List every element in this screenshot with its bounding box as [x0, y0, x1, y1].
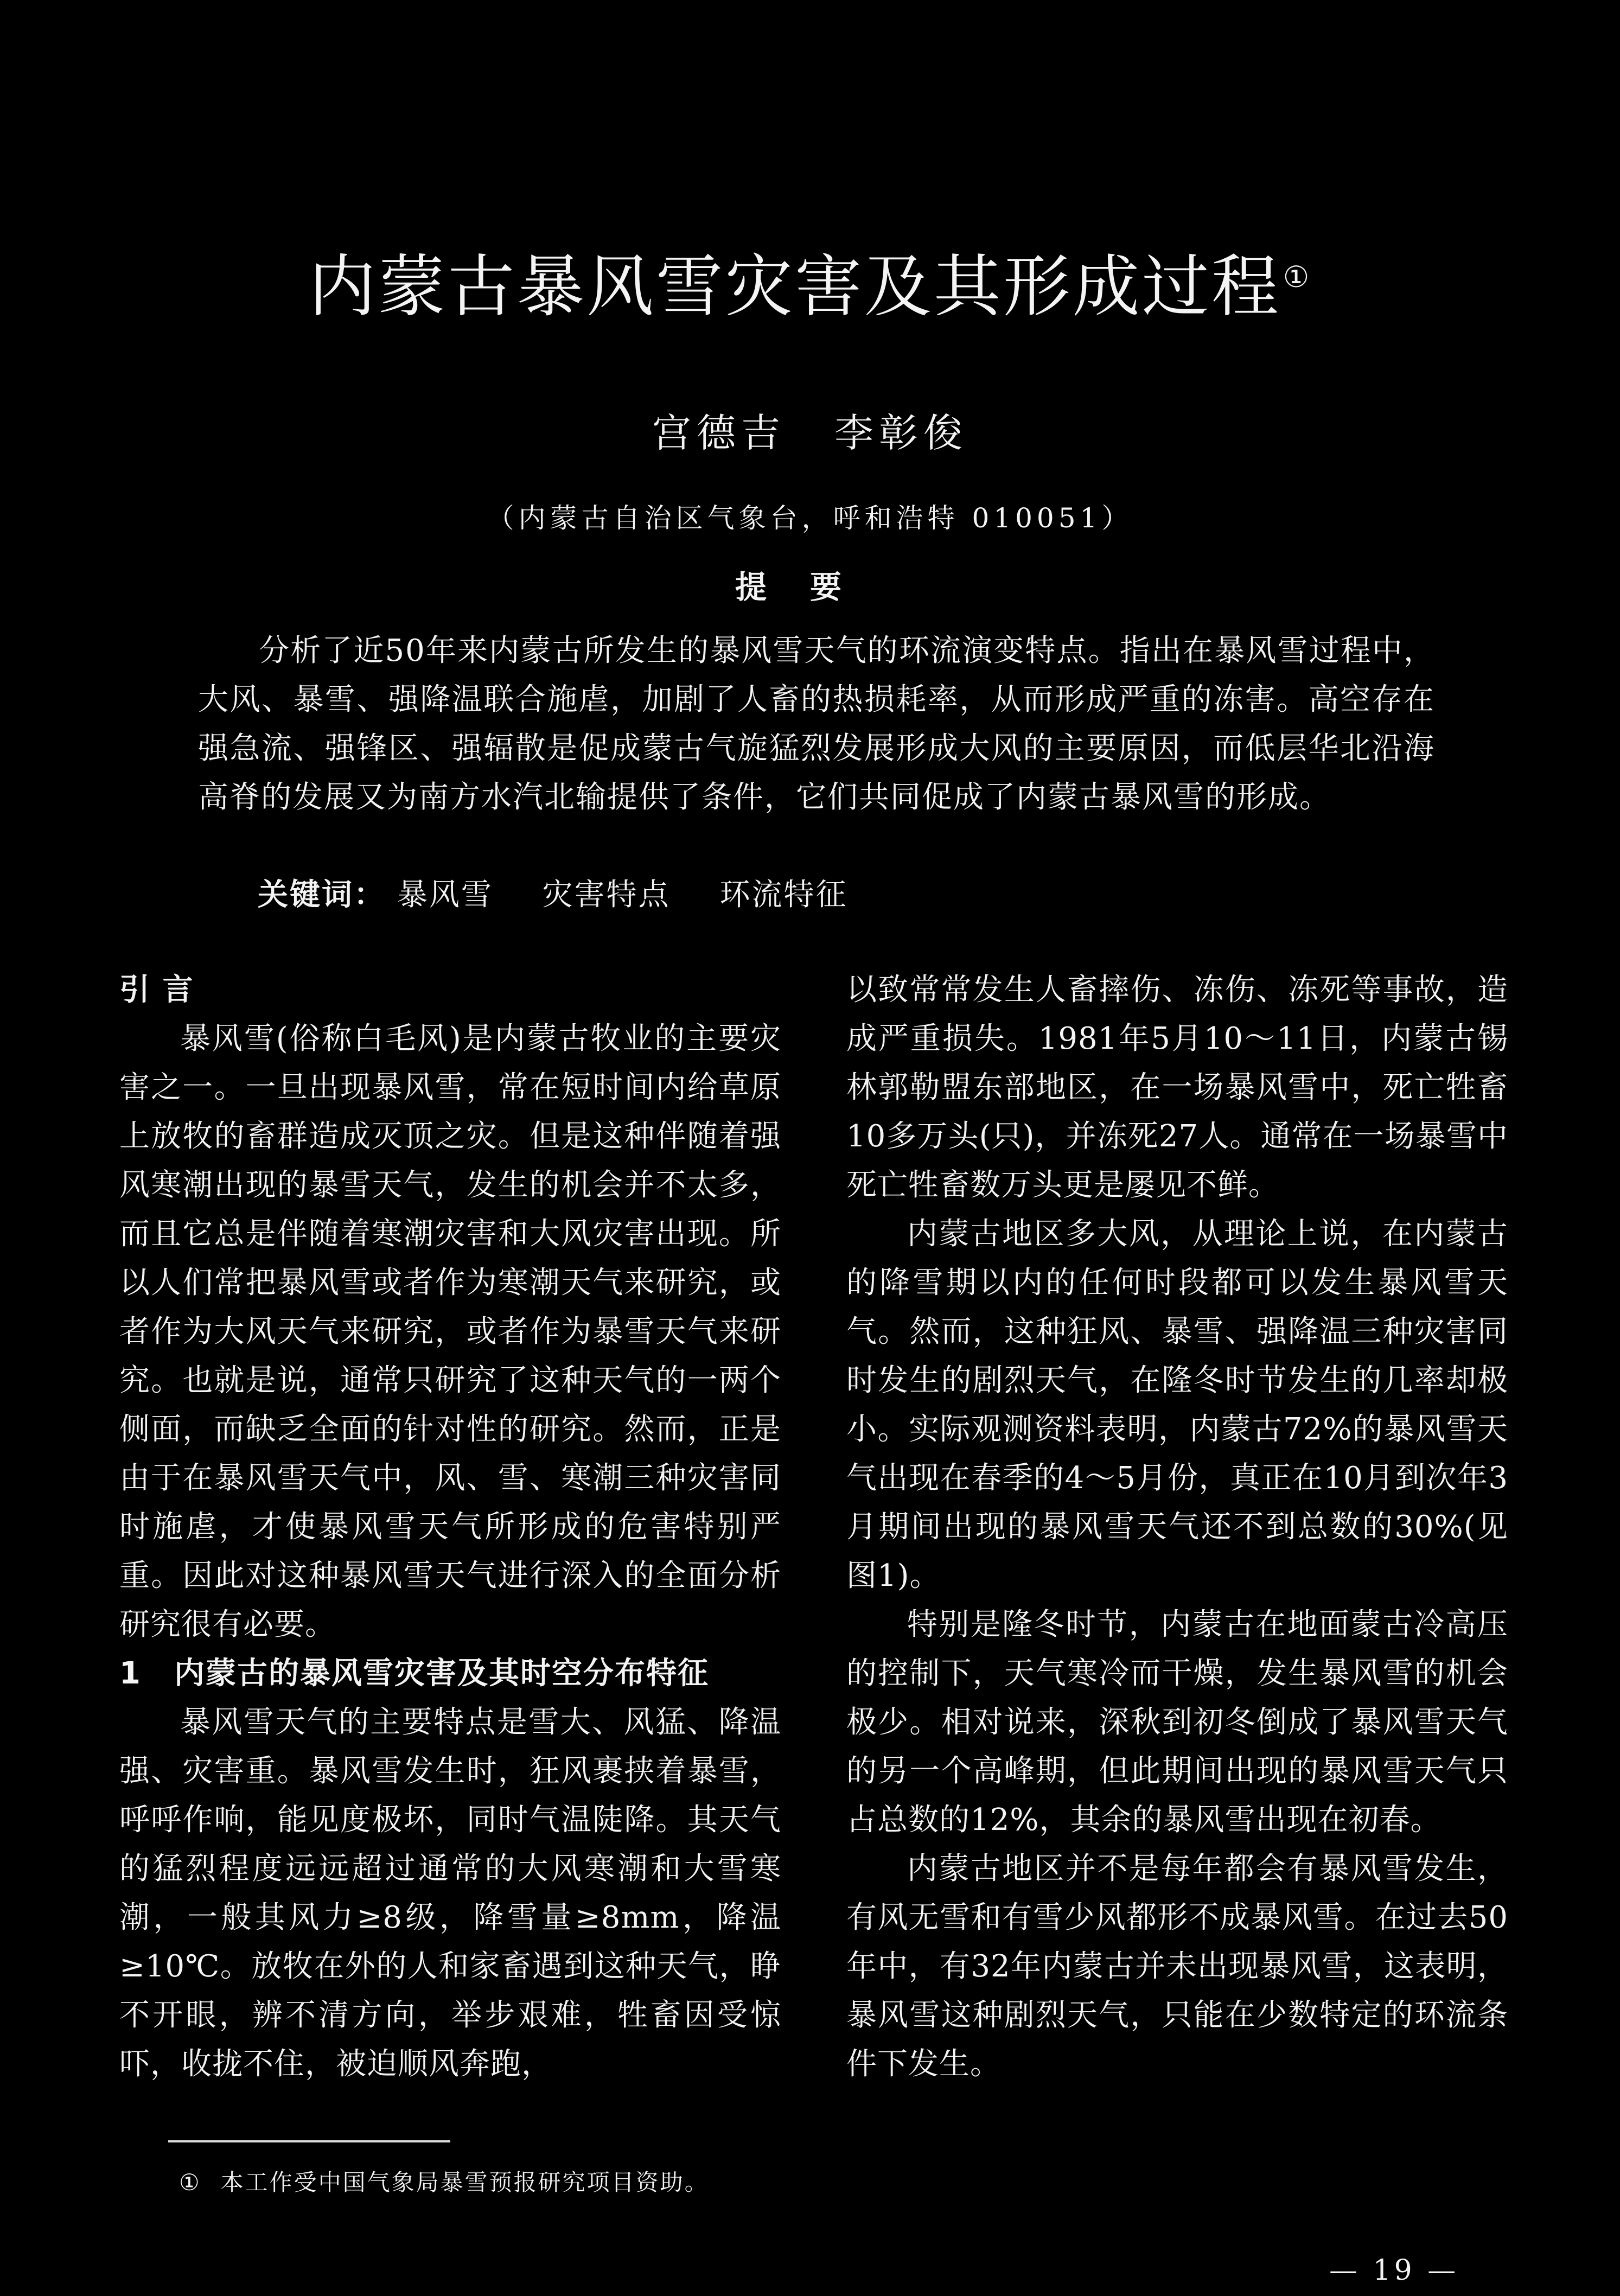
paragraph-2: 内蒙古地区多大风，从理论上说，在内蒙古的降雪期以内的任何时段都可以发生暴风雪天气。然而，这种狂风、暴雪、强降温三种灾害同时发生的剧烈天气，在隆冬时节发生的几率却极小。实际观测资料表明，内蒙古72%的暴风雪天气出现在春季的4～5月份，真正在10月到次年3月期间出现的暴风雪天气还不到总数的30%(见图1)。	[846, 1216, 1508, 1593]
page-number: — 19 —	[1329, 2254, 1459, 2287]
keywords-label: 关键词：	[258, 877, 386, 913]
author-2: 李彰俊	[834, 410, 968, 456]
footnote	[179, 2165, 709, 2197]
paper-title	[0, 247, 1620, 328]
keyword-1: 暴风雪	[397, 877, 493, 913]
title-text: 内蒙古暴风雪灾害及其形成过程	[308, 248, 1281, 326]
keywords-line	[258, 871, 885, 914]
paragraph-4: 内蒙古地区并不是每年都会有暴风雪发生，有风无雪和有雪少风都形不成暴风雪。在过去50年中，有32年内蒙古并未出现暴风雪，这表明，暴风雪这种剧烈天气，只能在少数特定的环流条件下发生。	[846, 1851, 1508, 2082]
title-footnote-mark: ①	[1283, 259, 1312, 294]
intro-heading: 引 言	[119, 972, 194, 1007]
keyword-2: 灾害特点	[542, 877, 671, 913]
affiliation: （内蒙古自治区气象台，呼和浩特 010051）	[487, 502, 1133, 534]
author-list	[0, 401, 1620, 458]
section-1-heading	[119, 1649, 781, 1698]
right-column	[846, 966, 1508, 2089]
footnote-text: 本工作受中国气象局暴雪预报研究项目资助。	[220, 2169, 709, 2196]
continued-paragraph: 以致常常发生人畜摔伤、冻伤、冻死等事故，造成严重损失。1981年5月10～11日，内蒙古锡林郭勒盟东部地区，在一场暴风雪中，死亡牲畜10多万头(只)，并冻死27人。通常在一场暴雪中死亡牲畜数万头更是屡见不鲜。	[846, 972, 1508, 1203]
intro-paragraph: 暴风雪(俗称白毛风)是内蒙古牧业的主要灾害之一。一旦出现暴风雪，常在短时间内给草原上放牧的畜群造成灭顶之灾。但是这种伴随着强风寒潮出现的暴雪天气，发生的机会并不太多，而且它总是伴随着寒潮灾害和大风灾害出现。所以人们常把暴风雪或者作为寒潮天气来研究，或者作为大风天气来研究，或者作为暴雪天气来研究。也就是说，通常只研究了这种天气的一两个侧面，而缺乏全面的针对性的研究。然而，正是由于在暴风雪天气中，风、雪、寒潮三种灾害同时施虐，才使暴风雪天气所形成的危害特别严重。因此对这种暴风雪天气进行深入的全面分析研究很有必要。	[119, 1021, 781, 1642]
left-column	[119, 966, 781, 2089]
keyword-3: 环流特征	[719, 877, 848, 913]
section-1-title: 内蒙古的暴风雪灾害及其时空分布特征	[174, 1656, 709, 1691]
footnote-mark: ①	[179, 2169, 201, 2196]
abstract-heading: 提要	[735, 569, 885, 605]
paragraph-3: 特别是隆冬时节，内蒙古在地面蒙古冷高压的控制下，天气寒冷而干燥，发生暴风雪的机会极少。相对说来，深秋到初冬倒成了暴风雪天气的另一个高峰期，但此期间出现的暴风雪天气只占总数的12%，其余的暴风雪出现在初春。	[846, 1607, 1508, 1838]
author-1: 宫德吉	[652, 410, 786, 456]
abstract-body: 分析了近50年来内蒙古所发生的暴风雪天气的环流演变特点。指出在暴风雪过程中，大风、暴雪、强降温联合施虐，加剧了人畜的热损耗率，从而形成严重的冻害。高空存在强急流、强锋区、强辐散是促成蒙古气旋猛烈发展形成大风的主要原因，而低层华北沿海高脊的发展又为南方水汽北输提供了条件，它们共同促成了内蒙古暴风雪的形成。	[198, 633, 1435, 815]
section-1-number: 1	[119, 1656, 142, 1691]
section-1-paragraph: 暴风雪天气的主要特点是雪大、风猛、降温强、灾害重。暴风雪发生时，狂风裹挟着暴雪，呼呼作响，能见度极坏，同时气温陡降。其天气的猛烈程度远远超过通常的大风寒潮和大雪寒潮，一般其风力≥8级，降雪量≥8mm，降温≥10℃。放牧在外的人和家畜遇到这种天气，睁不开眼，辨不清方向，举步艰难，牲畜因受惊吓，收拢不住，被迫顺风奔跑，	[119, 1705, 781, 2082]
footnote-divider	[168, 2140, 450, 2142]
